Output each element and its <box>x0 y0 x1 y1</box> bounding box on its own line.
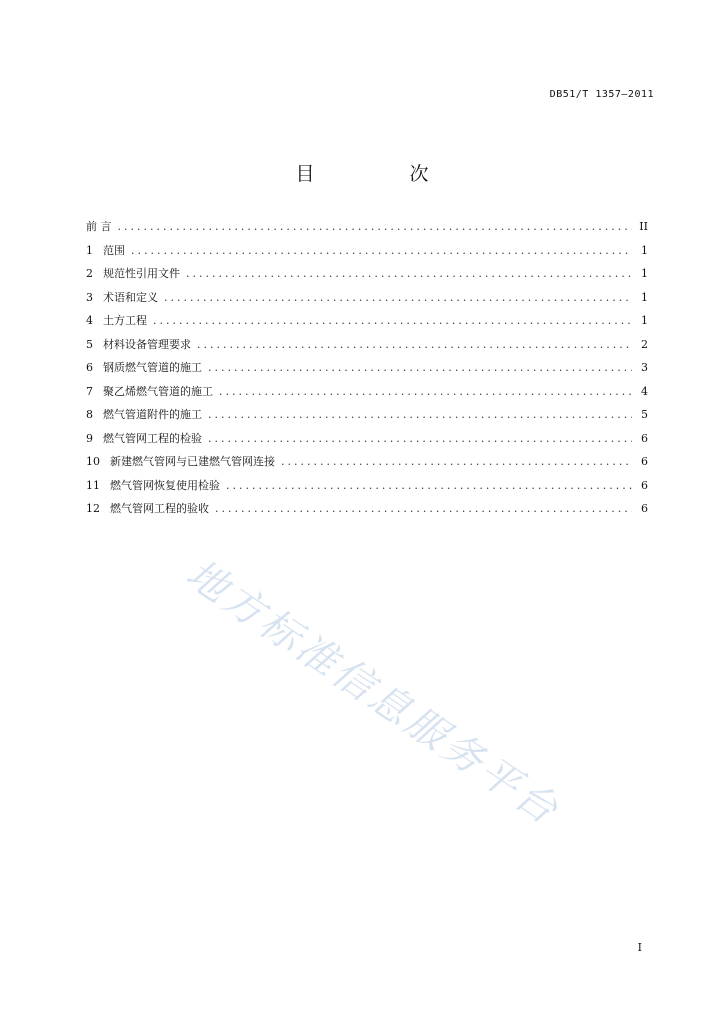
toc-entry-label: 新建燃气管网与已建燃气管网连接 <box>110 455 275 468</box>
page-number: I <box>637 941 642 954</box>
toc-entry-label: 规范性引用文件 <box>103 267 180 280</box>
toc-title: 目 次 <box>295 163 467 185</box>
toc-entry-label: 燃气管网工程的验收 <box>110 502 209 515</box>
toc-entry-number: 5 <box>86 337 93 351</box>
toc-dot-leader <box>118 218 633 236</box>
toc-entry[interactable] <box>86 242 648 266</box>
toc-entry-label: 材料设备管理要求 <box>103 337 191 351</box>
toc-dot-leader <box>164 289 632 307</box>
toc-entry[interactable] <box>86 312 648 336</box>
toc-dot-leader <box>215 500 632 518</box>
toc-entry-number: 4 <box>86 314 93 327</box>
document-code: DB51/T 1357—2011 <box>549 89 654 100</box>
toc-entry-number: 11 <box>86 478 100 492</box>
toc-dot-leader <box>153 312 632 330</box>
toc-entry-page: 1 <box>641 290 648 304</box>
toc-dot-leader <box>131 242 632 260</box>
toc-entry-label: 土方工程 <box>103 314 147 327</box>
toc-entry-page: 6 <box>641 455 648 468</box>
toc-entry-number: 2 <box>86 267 93 280</box>
toc-entry-label: 范围 <box>103 243 125 257</box>
toc-entry-label: 燃气管网恢复使用检验 <box>110 478 220 492</box>
toc-entry[interactable] <box>86 477 648 501</box>
toc-entry[interactable] <box>86 218 648 242</box>
toc-entry-label: 燃气管道附件的施工 <box>103 408 202 421</box>
toc-dot-leader <box>208 406 632 424</box>
toc-entry-page: 5 <box>641 408 648 421</box>
toc-entry[interactable] <box>86 383 648 407</box>
toc-entry-page: 2 <box>641 337 648 351</box>
toc-entry[interactable] <box>86 453 648 477</box>
toc-entry-label: 钢质燃气管道的施工 <box>103 361 202 374</box>
toc-dot-leader <box>186 265 632 283</box>
toc-entry-page: II <box>639 220 648 233</box>
toc-entry-page: 1 <box>641 267 648 280</box>
toc-entry[interactable] <box>86 500 648 524</box>
toc-dot-leader <box>219 383 632 401</box>
toc-entry-number: 3 <box>86 290 93 304</box>
watermark: 地方标准信息服务平台 <box>177 550 569 835</box>
toc-dot-leader <box>197 336 632 354</box>
toc-entry-number: 7 <box>86 384 93 398</box>
toc-entry-number: 10 <box>86 455 100 468</box>
toc-entry-label: 燃气管网工程的检验 <box>103 431 202 445</box>
toc-entry-page: 3 <box>641 361 648 374</box>
toc-entry-number: 1 <box>86 243 93 257</box>
toc-entry-label: 术语和定义 <box>103 290 158 304</box>
toc-entry[interactable] <box>86 265 648 289</box>
toc-entry-number: 6 <box>86 361 93 374</box>
toc-entry-page: 6 <box>641 431 648 445</box>
toc-entry-page: 6 <box>641 502 648 515</box>
toc-entry-label: 前 言 <box>86 220 112 233</box>
toc-entry-page: 6 <box>641 478 648 492</box>
toc-entry[interactable] <box>86 359 648 383</box>
toc-entry[interactable] <box>86 430 648 454</box>
toc-entry-number: 12 <box>86 502 100 515</box>
toc-dot-leader <box>281 453 632 471</box>
toc-entry-number: 8 <box>86 408 93 421</box>
toc-entry[interactable] <box>86 336 648 360</box>
toc-dot-leader <box>226 477 632 495</box>
toc-entry[interactable] <box>86 406 648 430</box>
toc-entry[interactable] <box>86 289 648 313</box>
toc-dot-leader <box>208 430 632 448</box>
toc-entry-page: 1 <box>641 243 648 257</box>
toc-entry-label: 聚乙烯燃气管道的施工 <box>103 384 213 398</box>
toc-dot-leader <box>208 359 632 377</box>
toc-entry-page: 1 <box>641 314 648 327</box>
table-of-contents <box>86 218 648 524</box>
toc-entry-page: 4 <box>641 384 648 398</box>
toc-entry-number: 9 <box>86 431 93 445</box>
